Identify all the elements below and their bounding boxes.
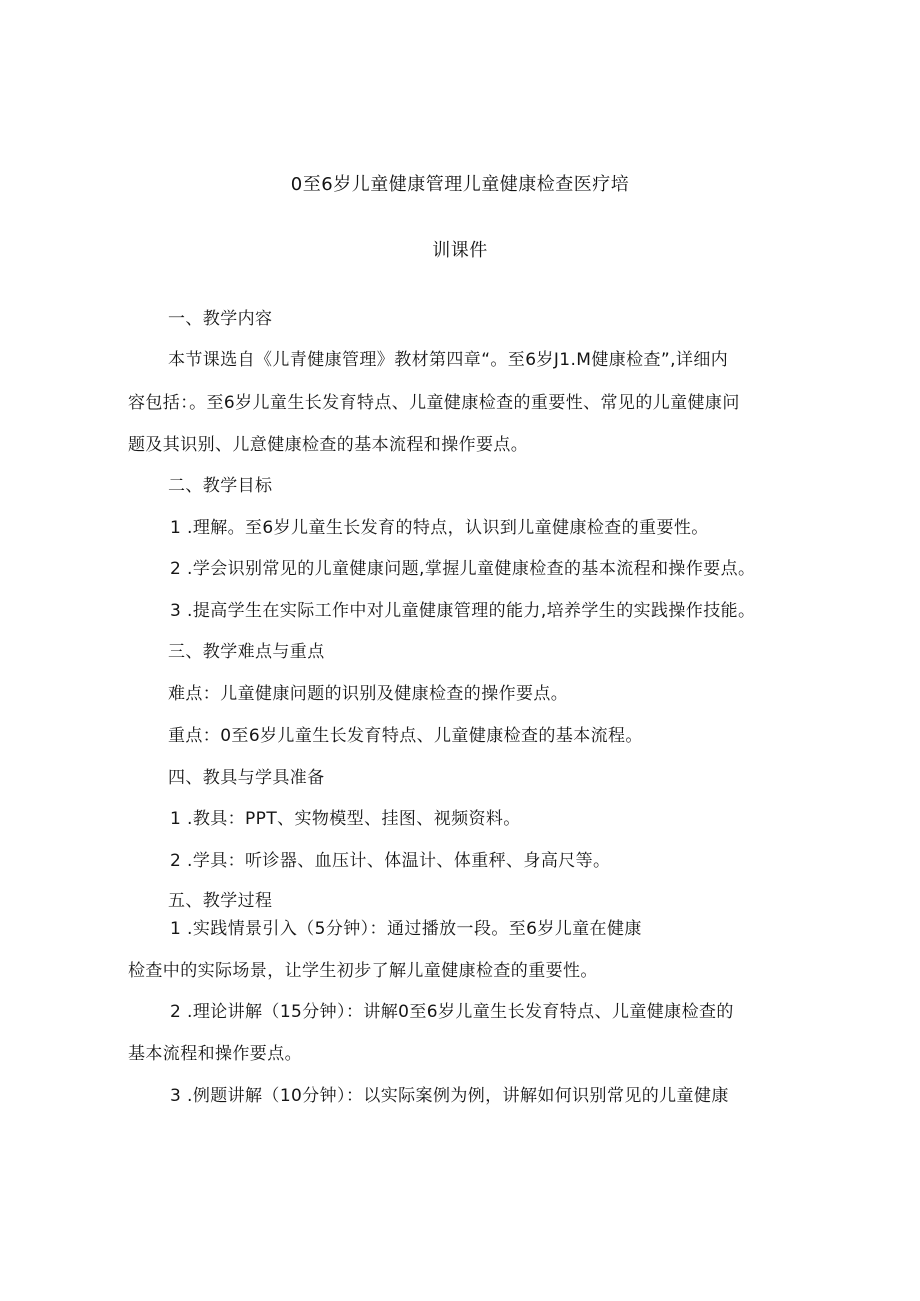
document-title-line-2: 训课件	[432, 240, 488, 261]
section-heading-objectives: 二、教学目标	[168, 476, 273, 496]
list-item: 2 .学会识别常见的儿童健康问题,掌握儿童健康检查的基本流程和操作要点。	[170, 559, 756, 579]
paragraph-line: 容包括：。至6岁儿童生长发育特点、儿童健康检查的重要性、常见的儿童健康问	[128, 393, 740, 413]
list-item: 2 .理论讲解（15分钟）：讲解0至6岁儿童生长发育特点、儿童健康检查的	[170, 1002, 734, 1022]
paragraph-line: 基本流程和操作要点。	[128, 1044, 302, 1064]
list-item: 1 .教具：PPT、实物模型、挂图、视频资料。	[170, 809, 521, 829]
paragraph-line: 重点：0至6岁儿童生长发育特点、儿童健康检查的基本流程。	[168, 726, 643, 746]
section-heading-content: 一、教学内容	[168, 309, 273, 329]
list-item: 3 .例题讲解（10分钟）：以实际案例为例，讲解如何识别常见的儿童健康	[170, 1086, 729, 1106]
document-title-line-1: 0至6岁儿童健康管理儿童健康检查医疗培	[290, 174, 630, 195]
list-item: 2 .学具：听诊器、血压计、体温计、体重秤、身高尺等。	[170, 851, 611, 871]
paragraph-line: 本节课选自《儿青健康管理》教材第四章“。至6岁J1.M健康检查”,详细内	[168, 350, 729, 370]
paragraph-line: 检查中的实际场景，让学生初步了解儿童健康检查的重要性。	[128, 961, 598, 981]
list-item: 1 .实践情景引入（5分钟）：通过播放一段。至6岁儿童在健康	[170, 919, 642, 939]
paragraph-line: 难点：儿童健康问题的识别及健康检查的操作要点。	[168, 684, 569, 704]
section-heading-tools: 四、教具与学具准备	[168, 768, 325, 788]
list-item: 3 .提高学生在实际工作中对儿童健康管理的能力,培养学生的实践操作技能。	[170, 601, 756, 621]
list-item: 1 .理解。至6岁儿童生长发育的特点，认识到儿童健康检查的重要性。	[170, 518, 709, 538]
section-heading-difficulties: 三、教学难点与重点	[168, 642, 325, 662]
section-heading-process: 五、教学过程	[168, 891, 273, 911]
paragraph-line: 题及其识别、儿意健康检查的基本流程和操作要点。	[128, 435, 529, 455]
